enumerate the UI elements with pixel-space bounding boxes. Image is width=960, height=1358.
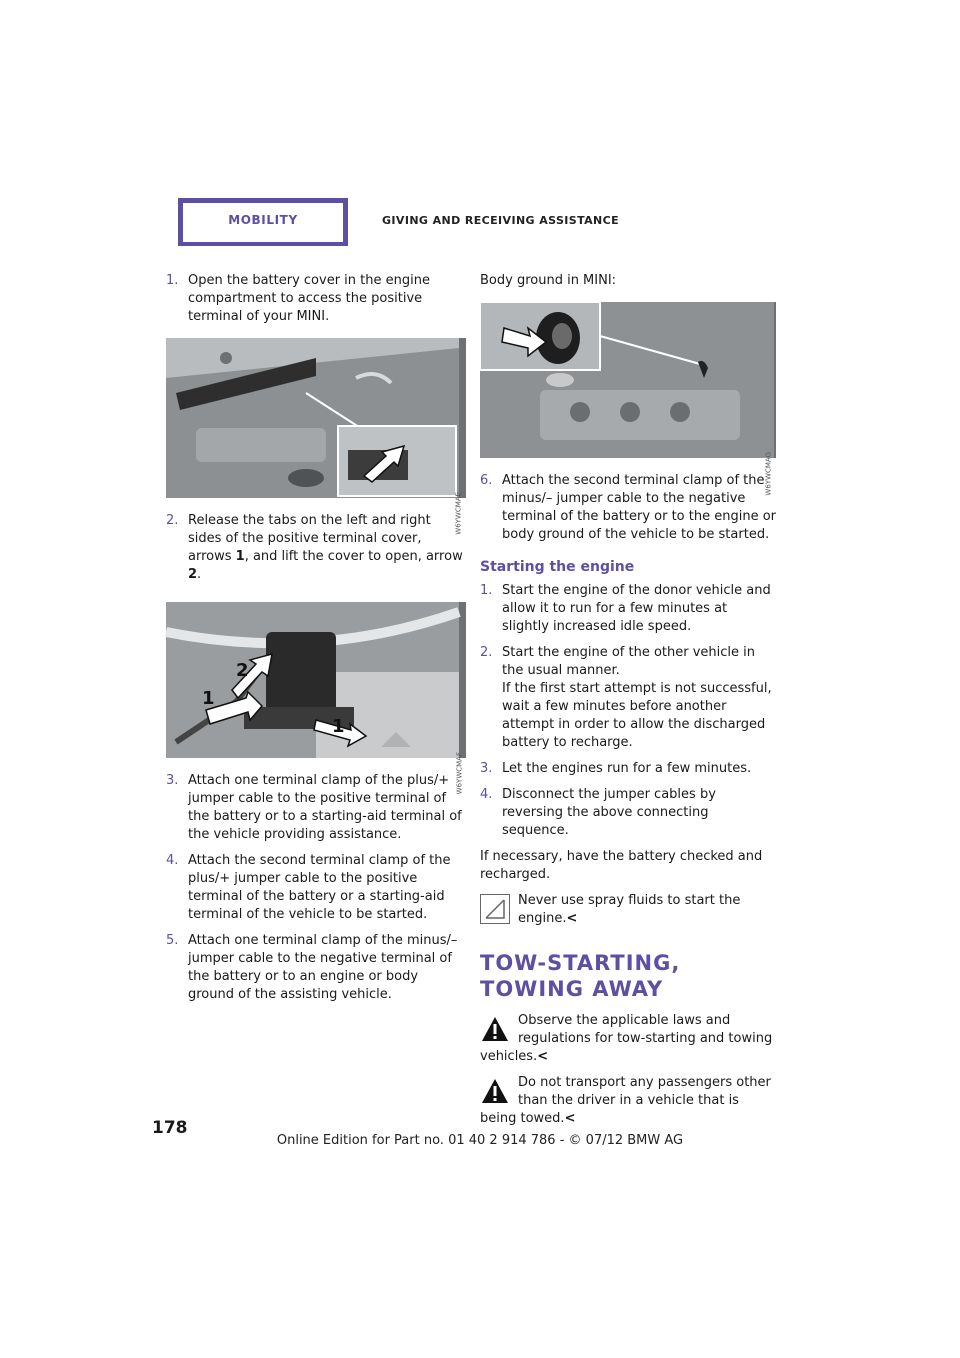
figure-code: W6YWCMAE [455,492,463,535]
step-6 [480,472,776,544]
engine-bay-illustration [166,338,459,498]
step-number: 1. [480,583,493,598]
step-text: Attach the second terminal clamp of the minus/– jumper cable to the negative terminal of the battery or to the engine or body ground of the vehicle to be started. [502,473,776,542]
warning-text: Observe the applicable laws and regulations for tow-starting and towing vehicles. [480,1013,773,1064]
step-1 [166,272,466,326]
step-number: 4. [480,787,493,802]
step-text: Let the engines run for a few minutes. [502,761,752,776]
figure-body-ground [480,302,776,496]
step-number: 5. [166,933,179,948]
battery-check-note: If necessary, have the battery checked and recharged. [480,849,763,882]
step-number: 6. [480,473,493,488]
page-number: 178 [152,1118,188,1138]
start-step-4 [480,786,776,840]
warning-note-1 [480,1012,776,1066]
step-text: Open the battery cover in the engine compartment to access the positive terminal of your MINI. [188,273,430,324]
step-text: Start the engine of the donor vehicle and allow it to run for a few minutes at slightly increased idle speed. [502,583,771,634]
arrow-label: 1 [332,716,345,737]
step-5 [166,932,466,1004]
section-tab [178,198,348,246]
section-tab-label: MOBILITY [183,203,343,242]
figure-code: W6YWCMAG [765,452,773,496]
figure-terminal-cover [166,602,466,795]
start-step-3 [480,760,776,778]
warning-text: Do not transport any passengers other than the driver in a vehicle that is being towed. [480,1075,771,1126]
warning-note-2 [480,1074,776,1128]
step-number: 1. [166,273,179,288]
tip-arrow-icon [480,894,510,924]
arrow-label: 1 [202,688,215,709]
warning-icon [480,1014,510,1044]
step-3 [166,772,466,844]
step-text: Attach the second terminal clamp of the plus/+ jumper cable to the positive terminal of the battery or a starting-aid terminal of the vehicle to be started. [188,853,451,922]
step-text: Attach one terminal clamp of the minus/– jumper cable to the negative terminal of the battery or to an engine or body ground of the assisting vehicle. [188,933,458,1002]
step-text-continued: If the first start attempt is not successful, wait a few minutes before another attempt in order to allow the discharged battery to recharge. [502,681,772,750]
step-text: Start the engine of the other vehicle in the usual manner. [502,645,756,678]
subsection-heading: Starting the engine [480,559,635,575]
start-step-1 [480,582,776,636]
step-number: 3. [480,761,493,776]
body-ground-intro: Body ground in MINI: [480,273,617,288]
end-mark: < [566,911,578,926]
chapter-title: GIVING AND RECEIVING ASSISTANCE [382,214,620,227]
step-text: Disconnect the jumper cables by reversing the above connecting sequence. [502,787,716,838]
step-2 [166,512,466,584]
step-text: Release the tabs on the left and right sides of the positive terminal cover, arrows 1, and lift the cover to open, arrow 2. [188,513,463,582]
step-number: 2. [166,513,179,528]
figure-code: W6YWCMAF [455,752,463,795]
figure-battery-cover [166,338,466,535]
step-number: 2. [480,645,493,660]
right-column [480,272,776,1136]
edition-footer: Online Edition for Part no. 01 40 2 914 786 - © 07/12 BMW AG [276,1133,684,1148]
terminal-cover-illustration [166,602,459,758]
tip-text: Never use spray fluids to start the engine. [518,893,741,926]
left-column [166,272,466,1012]
step-text: Attach one terminal clamp of the plus/+ jumper cable to the positive terminal of the battery or to a starting-aid terminal of the vehicle providing assistance. [188,773,462,842]
arrow-label: 2 [236,660,249,681]
end-mark: < [564,1111,576,1126]
warning-icon [480,1076,510,1106]
step-number: 4. [166,853,179,868]
step-4 [166,852,466,924]
section-heading: TOW-STARTING, TOWING AWAY [480,951,681,1001]
body-ground-illustration [480,302,774,458]
step-number: 3. [166,773,179,788]
end-mark: < [537,1049,549,1064]
tip-note [480,892,776,928]
start-step-2 [480,644,776,752]
